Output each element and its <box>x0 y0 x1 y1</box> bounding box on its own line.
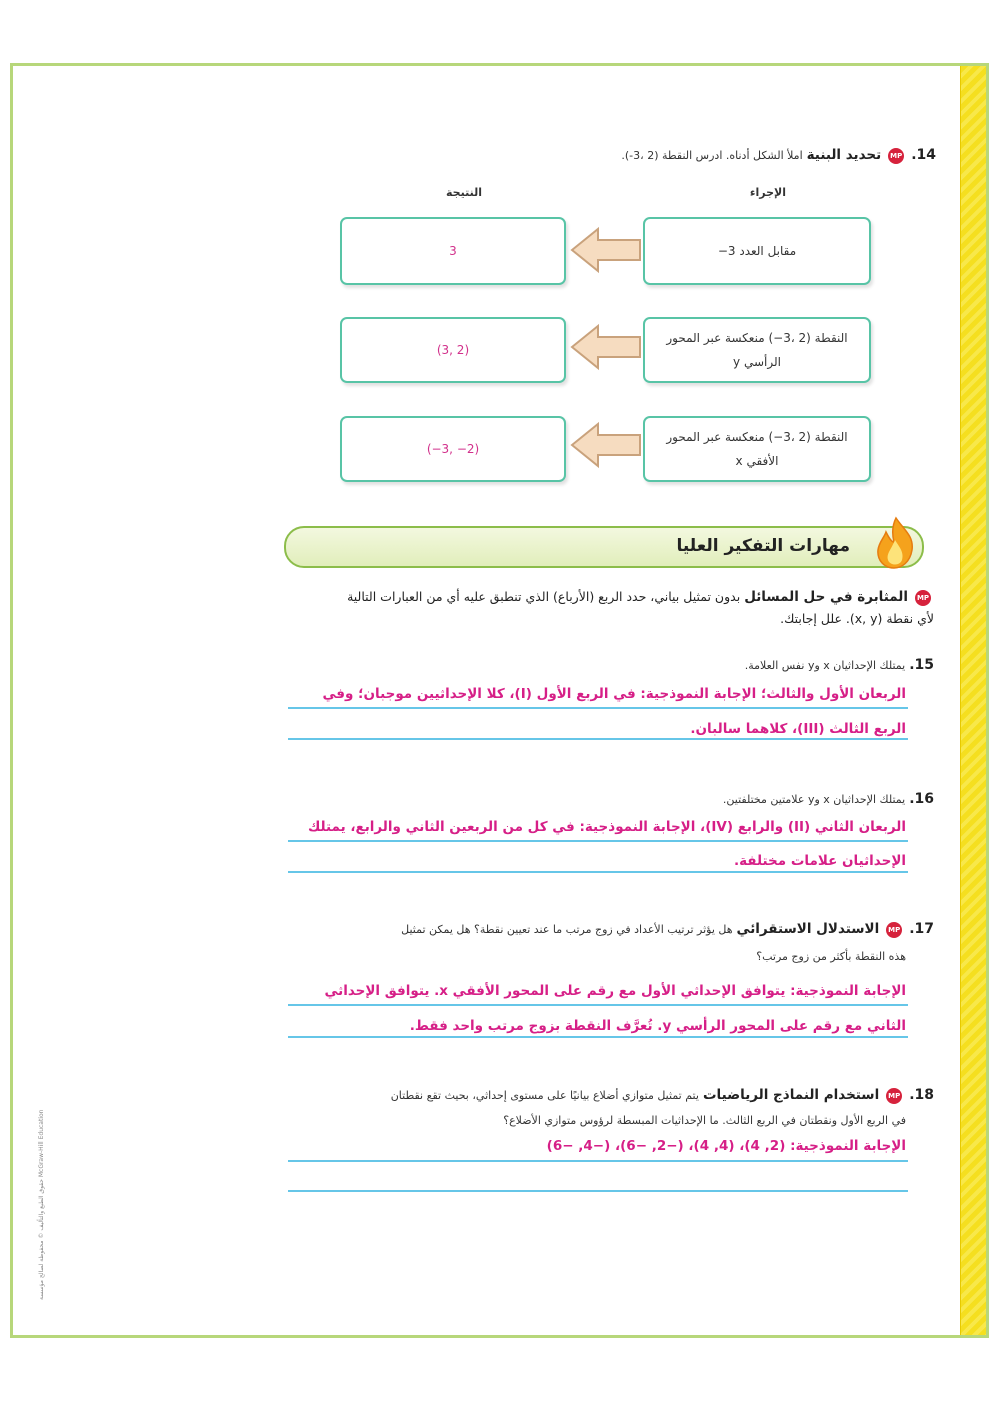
result-box-3[interactable] <box>340 416 566 482</box>
q18-header <box>391 1086 934 1105</box>
q18-line-2 <box>503 1112 906 1130</box>
q17-line-2 <box>756 948 906 966</box>
answer-rule <box>288 871 908 873</box>
answer-rule <box>288 707 908 709</box>
q17-number: 17. <box>909 921 934 937</box>
q15-prompt: يمتلك الإحداثيان x وy نفس العلامة. <box>744 659 906 672</box>
q15-number: 15. <box>909 657 934 673</box>
answer-rule <box>288 1190 908 1192</box>
q16-header <box>723 790 934 809</box>
q18-answer-values: (2, 4)، (4, 4)، (−2, −6)، (−4, −6) <box>546 1138 786 1154</box>
q15-header <box>745 656 934 675</box>
flame-icon <box>874 516 918 570</box>
q16-answer-line-1[interactable]: الربعان الثاني (II) والرابع (IV)، الإجابة النموذجية: في كل من الربعين الثاني والرابع، يمتلك <box>307 819 906 835</box>
q15-answer-line-1[interactable]: الربعان الأول والثالث؛ الإجابة النموذجية: في الربع الأول (I)، كلا الإحداثيين موجبان؛ وفي <box>322 686 906 702</box>
mp-badge-icon: MP <box>888 148 904 164</box>
result-text: (3, 2) <box>436 343 470 357</box>
mp-badge-icon: MP <box>886 1088 902 1104</box>
q14-number: 14. <box>911 147 936 163</box>
q14-title: تحديد البنية <box>806 147 882 163</box>
mp-badge-icon: MP <box>886 922 902 938</box>
intro-line-2 <box>780 610 934 628</box>
q18-text-2: في الربع الأول ونقطتان في الربع الثالث. ما الإحداثيات المبسطة لرؤوس متوازي الأضلاع؟ <box>503 1114 906 1127</box>
q16-number: 16. <box>909 791 934 807</box>
column-header-result: النتيجة <box>446 186 482 199</box>
action-box-2 <box>643 317 871 383</box>
left-arrow-icon <box>570 420 642 470</box>
intro-text-2: لأي نقطة (x, y). علل إجابتك. <box>780 611 934 626</box>
q18-number: 18. <box>909 1087 934 1103</box>
q18-answer-label: الإجابة النموذجية: <box>790 1138 906 1154</box>
q14-prompt: املأ الشكل أدناه. ادرس النقطة (2 ،3-). <box>621 149 803 162</box>
mp-badge-icon: MP <box>915 590 931 606</box>
section-banner <box>284 526 924 568</box>
action-box-1 <box>643 217 871 285</box>
q17-bold: الاستدلال الاستقرائي <box>736 921 880 937</box>
left-arrow-icon <box>570 225 642 275</box>
q16-answer-line-2[interactable]: الإحداثيان علامات مختلفة. <box>733 853 906 869</box>
q18-text: يتم تمثيل متوازي أضلاع بيانيًا على مستوى إحداثي، بحيث تقع نقطتان <box>390 1089 699 1102</box>
copyright-note: حقوق الطبع والتأليف © محفوظة لصالح مؤسسة McGraw-Hill Education <box>38 1109 45 1300</box>
result-text: 3 <box>449 244 457 258</box>
q17-text-2: هذه النقطة بأكثر من زوج مرتب؟ <box>756 950 906 963</box>
q16-prompt: يمتلك الإحداثيان x وy علامتين مختلفتين. <box>722 793 906 806</box>
result-box-1[interactable] <box>340 217 566 285</box>
action-text: النقطة (2 ،3−) منعكسة عبر المحور الرأسي y <box>666 331 848 369</box>
result-text: (−3, −2) <box>426 442 480 456</box>
action-text: مقابل العدد 3− <box>717 244 797 258</box>
q17-header <box>401 920 934 939</box>
q15-answer-line-2[interactable]: الربع الثالث (III)، كلاهما سالبان. <box>690 721 906 737</box>
q18-bold: استخدام النماذج الرياضيات <box>702 1087 880 1103</box>
answer-rule <box>288 1004 908 1006</box>
intro-bold: المثابرة في حل المسائل <box>744 589 909 605</box>
answer-rule <box>288 1036 908 1038</box>
answer-rule <box>288 1160 908 1162</box>
q14-header <box>621 146 936 165</box>
result-box-2[interactable] <box>340 317 566 383</box>
q17-text: هل يؤثر ترتيب الأعداد في زوج مرتب ما عند تعيين نقطة؟ هل يمكن تمثيل <box>401 923 733 936</box>
q18-answer[interactable] <box>547 1134 906 1158</box>
decorative-stripe <box>960 66 986 1335</box>
q17-answer-line-1[interactable]: الإجابة النموذجية: يتوافق الإحداثي الأول مع رقم على المحور الأفقي x. يتوافق الإحداثي <box>324 983 906 999</box>
intro-text: بدون تمثيل بياني، حدد الربع (الأرباع) الذي تنطبق عليه أي من العبارات التالية <box>347 589 741 604</box>
q17-answer-line-2[interactable]: الثاني مع رقم على المحور الرأسي y. تُعرَّف النقطة بزوج مرتب واحد فقط. <box>409 1018 906 1034</box>
action-text: النقطة (2 ،3−) منعكسة عبر المحور الأفقي x <box>666 430 848 468</box>
intro-line-1 <box>347 588 934 606</box>
section-title: مهارات التفكير العليا <box>676 536 850 556</box>
answer-rule <box>288 738 908 740</box>
action-box-3 <box>643 416 871 482</box>
column-header-action: الإجراء <box>749 186 786 199</box>
left-arrow-icon <box>570 322 642 372</box>
